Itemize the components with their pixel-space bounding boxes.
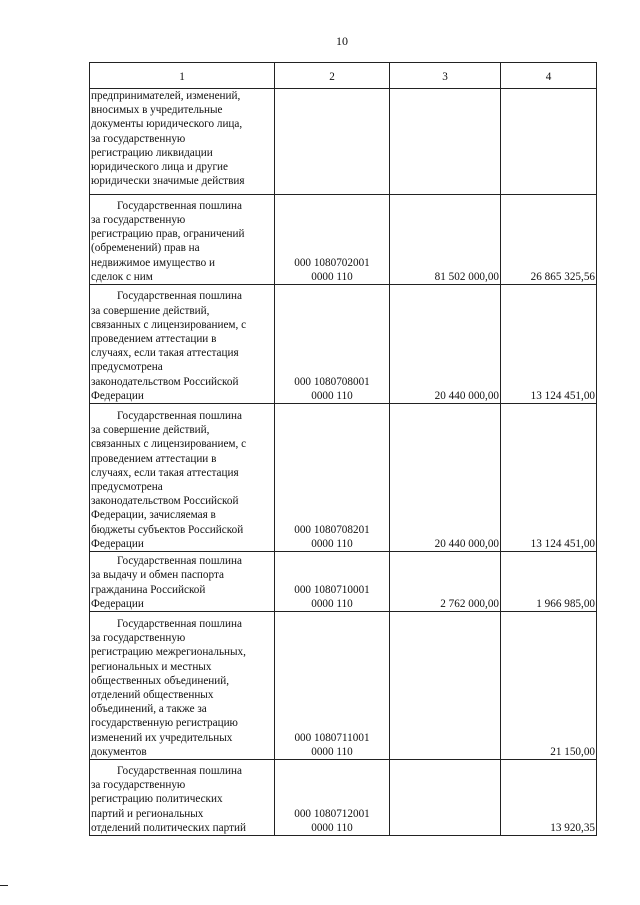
- row-planned: 2 762 000,00: [390, 552, 501, 612]
- header-col-1: 1: [90, 63, 275, 89]
- row-planned: [390, 760, 501, 836]
- row-actual: 13 124 451,00: [501, 404, 597, 552]
- row-code: [275, 89, 390, 195]
- row-code: 000 1080702001 0000 110: [275, 195, 390, 285]
- row-code: 000 1080711001 0000 110: [275, 612, 390, 760]
- row-actual: 21 150,00: [501, 612, 597, 760]
- header-col-3: 3: [390, 63, 501, 89]
- row-code: 000 1080708001 0000 110: [275, 285, 390, 404]
- row-planned: 20 440 000,00: [390, 404, 501, 552]
- scan-edge-mark: [0, 885, 8, 886]
- row-description: Государственная пошлина за государственную регистрацию межрегиональных, региональных и местных общественных объединений, отделений общественных объединений, а также за государственную регистрацию изменений их учредительных документов: [90, 612, 275, 760]
- table-row: [90, 195, 597, 285]
- row-code: 000 1080710001 0000 110: [275, 552, 390, 612]
- row-code: 000 1080712001 0000 110: [275, 760, 390, 836]
- table-row: [90, 612, 597, 760]
- table-row: [90, 404, 597, 552]
- table-row: [90, 285, 597, 404]
- table-header-row: [90, 63, 597, 89]
- row-actual: 26 865 325,56: [501, 195, 597, 285]
- row-description: Государственная пошлина за выдачу и обмен паспорта гражданина Российской Федерации: [90, 552, 275, 612]
- header-col-4: 4: [501, 63, 597, 89]
- row-actual: [501, 89, 597, 195]
- row-actual: 1 966 985,00: [501, 552, 597, 612]
- header-col-2: 2: [275, 63, 390, 89]
- table-row: [90, 89, 597, 195]
- row-planned: 20 440 000,00: [390, 285, 501, 404]
- row-planned: 81 502 000,00: [390, 195, 501, 285]
- row-planned: [390, 89, 501, 195]
- row-description: Государственная пошлина за государственную регистрацию прав, ограничений (обременений) прав на недвижимое имущество и сделок с ним: [90, 195, 275, 285]
- page-number: 10: [336, 34, 348, 48]
- row-description: Государственная пошлина за государственную регистрацию политических партий и региональных отделений политических партий: [90, 760, 275, 836]
- row-actual: 13 920,35: [501, 760, 597, 836]
- table-row: [90, 760, 597, 836]
- row-actual: 13 124 451,00: [501, 285, 597, 404]
- row-description: Государственная пошлина за совершение действий, связанных с лицензированием, с проведением аттестации в случаях, если такая аттестация предусмотрена законодательством Российской Федерации, зачисляемая в бюджеты субъектов Российской Федерации: [90, 404, 275, 552]
- row-planned: [390, 612, 501, 760]
- row-description: предпринимателей, изменений, вносимых в учредительные документы юридического лица, за государственную регистрацию ликвидации юридического лица и другие юридически значимые действия: [90, 89, 275, 195]
- table-row: [90, 552, 597, 612]
- revenue-table: [89, 62, 597, 836]
- row-description: Государственная пошлина за совершение действий, связанных с лицензированием, с проведением аттестации в случаях, если такая аттестация предусмотрена законодательством Российской Федерации: [90, 285, 275, 404]
- row-code: 000 1080708201 0000 110: [275, 404, 390, 552]
